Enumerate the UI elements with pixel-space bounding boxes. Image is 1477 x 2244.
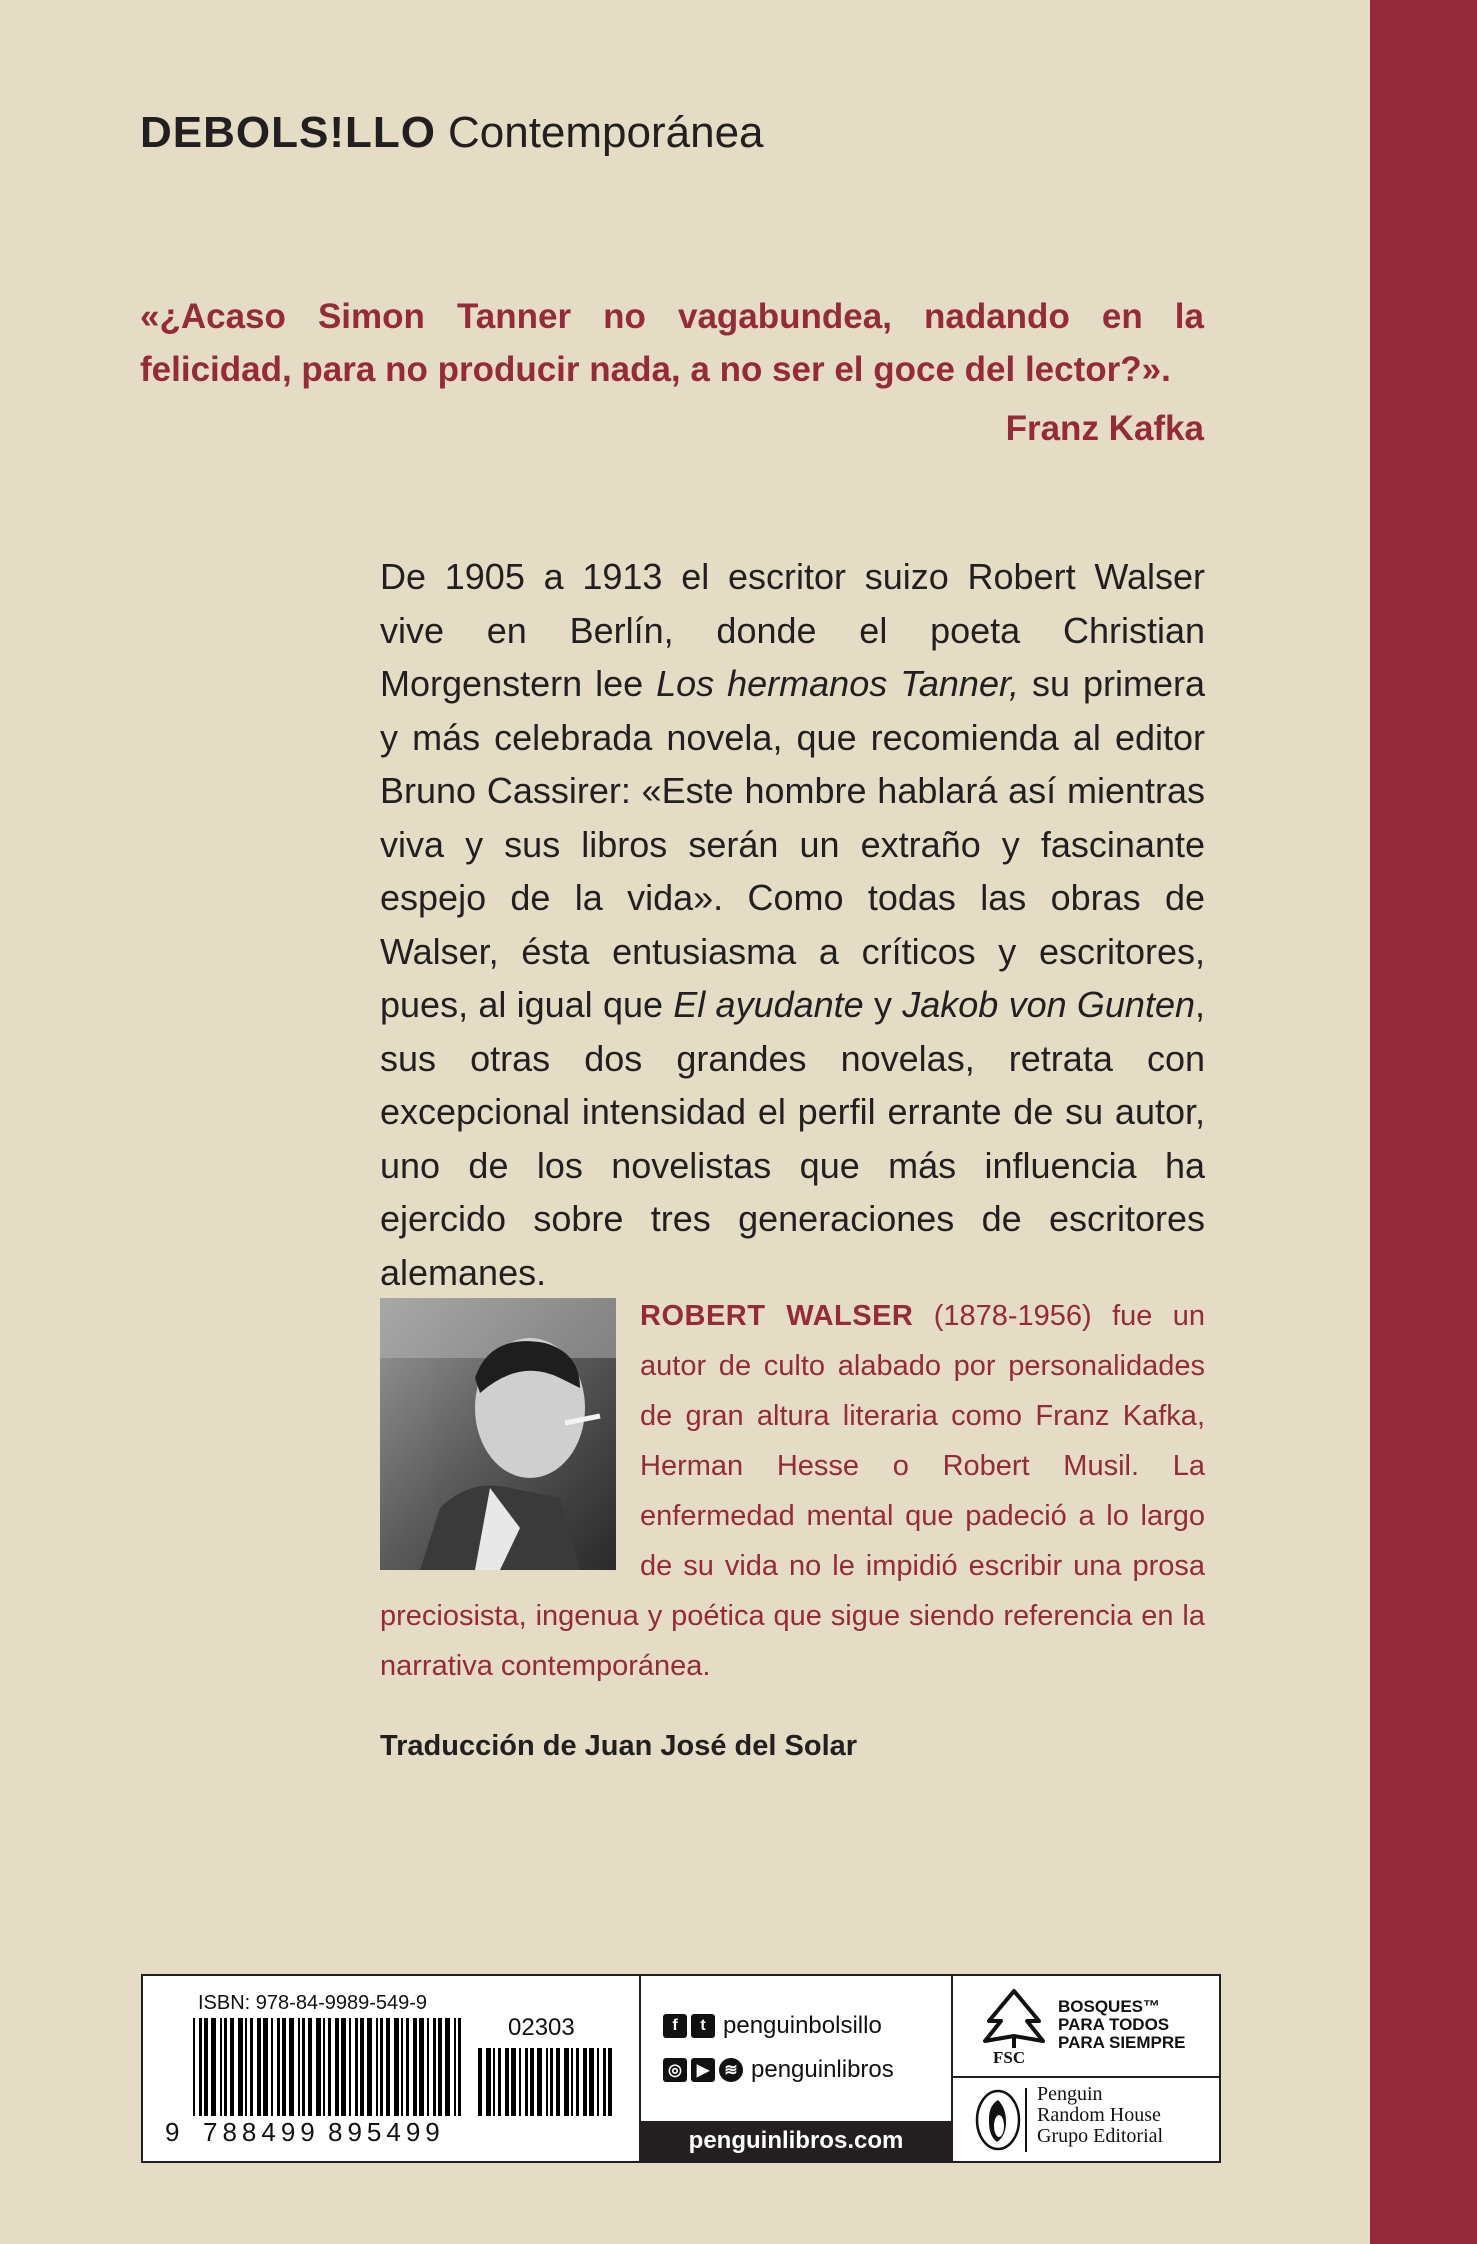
- barcode-bar: [211, 2018, 216, 2116]
- debolsillo-logo: DEBOLS!LLO: [140, 108, 436, 157]
- barcode-bar: [302, 2018, 305, 2116]
- barcode-bar: [511, 2048, 516, 2116]
- book-title: El ayudante: [673, 984, 864, 1025]
- barcode-bar: [245, 2018, 247, 2116]
- barcode-area: [143, 1976, 641, 2161]
- spotify-icon[interactable]: ≋: [719, 2058, 743, 2082]
- barcode-bar: [386, 2018, 390, 2116]
- barcode-bar: [406, 2018, 409, 2116]
- barcode-bar: [498, 2048, 501, 2116]
- barcode-bar: [224, 2018, 227, 2116]
- barcode-digits-right: 895499: [328, 2117, 445, 2147]
- fsc-label: FSC: [993, 2048, 1026, 2067]
- barcode-digits-left: 788499: [203, 2117, 320, 2147]
- certification-area: [953, 1976, 1219, 2161]
- blurb-text: De 1905 a 1913 el escritor suizo Robert Walser vive en Berlín, donde el poeta Christian Morgenstern lee: [380, 556, 1205, 704]
- barcode-bar: [257, 2018, 261, 2116]
- barcode-bar: [308, 2018, 312, 2116]
- barcode-bar: [438, 2018, 442, 2116]
- blurb-text: , sus otras dos grandes novelas, retrata con excepcional intensidad el perfil errante de su autor, uno de los novelistas que más influencia ha ejercido sobre tres generaciones de escritores alemanes.: [380, 984, 1205, 1293]
- publisher-name: [1037, 2084, 1163, 2147]
- barcode-bar: [238, 2018, 243, 2116]
- quote-author: Franz Kafka: [1005, 409, 1204, 448]
- barcode-bar: [394, 2018, 399, 2116]
- barcode-bar: [571, 2048, 573, 2116]
- barcode-bar: [519, 2048, 521, 2116]
- barcode-bar: [289, 2018, 294, 2116]
- barcode-bar: [493, 2048, 495, 2116]
- barcode-bar: [505, 2048, 509, 2116]
- barcode-bar: [608, 2048, 612, 2116]
- barcode-bar: [282, 2018, 286, 2116]
- series-name: Contemporánea: [447, 108, 764, 157]
- social-links: [641, 1976, 953, 2161]
- barcode-bar: [250, 2018, 253, 2116]
- translator-credit: Traducción de Juan José del Solar: [380, 1730, 858, 1762]
- book-blurb: [380, 550, 1205, 1299]
- publisher-line: Penguin: [1037, 2083, 1103, 2105]
- barcode-bar: [335, 2018, 339, 2116]
- barcode-bar: [271, 2018, 273, 2116]
- blurb-text: y: [863, 984, 903, 1025]
- barcode-bar: [537, 2048, 542, 2116]
- isbn-label: ISBN: 978-84-9989-549-9: [198, 1992, 428, 2014]
- back-cover-info-box: [141, 1974, 1221, 2163]
- barcode-bar: [530, 2048, 534, 2116]
- fsc-line: PARA SIEMPRE: [1058, 2033, 1186, 2052]
- barcode-bar: [230, 2018, 234, 2116]
- barcode-bar: [478, 2048, 482, 2116]
- fsc-slogan: [1058, 1998, 1186, 2052]
- barcode-bar: [427, 2018, 429, 2116]
- barcode-bar: [419, 2018, 424, 2116]
- penguin-logo-icon: [973, 2088, 1023, 2152]
- blurb-text: su primera y más celebrada novela, que recomienda al editor Bruno Cassirer: «Este hombre hablará así mientras viva y sus libros serán un extraño y fascinante espejo de la vida». Como todas las obras de Walser, ésta entusiasma a críticos y escritores, pues, al igual que: [380, 663, 1206, 1025]
- publisher-line: Random House: [1037, 2104, 1161, 2126]
- barcode-bar: [355, 2018, 358, 2116]
- barcode-bar: [263, 2018, 268, 2116]
- barcode-bar: [328, 2018, 331, 2116]
- logo-divider: [1025, 2088, 1027, 2152]
- book-title: Los hermanos Tanner,: [656, 663, 1019, 704]
- website-link[interactable]: penguinlibros.com: [641, 2121, 951, 2161]
- barcode-bar: [323, 2018, 325, 2116]
- author-bio: [380, 1291, 1205, 1691]
- spine-band: [1370, 0, 1477, 2244]
- social-handle-libros[interactable]: penguinlibros: [751, 2056, 894, 2083]
- barcode-bar: [413, 2018, 417, 2116]
- barcode-bar: [277, 2018, 280, 2116]
- social-handle-bolsillo[interactable]: penguinbolsillo: [723, 2012, 882, 2039]
- barcode-bar: [433, 2018, 436, 2116]
- barcode-bar: [316, 2018, 321, 2116]
- facebook-icon[interactable]: f: [663, 2014, 687, 2038]
- barcode-digit-first: 9: [165, 2117, 180, 2147]
- barcode-bar: [199, 2018, 202, 2116]
- publisher-line: Grupo Editorial: [1037, 2125, 1164, 2147]
- barcode-bar: [550, 2048, 553, 2116]
- barcode-bar: [445, 2018, 450, 2116]
- barcode-bar: [576, 2048, 579, 2116]
- barcode-bar: [349, 2018, 351, 2116]
- barcode-bar: [546, 2048, 548, 2116]
- fsc-line: BOSQUES™: [1058, 1997, 1161, 2016]
- bio-text: (1878-1956) fue un autor de culto alabado por personalidades de gran altura literaria como Franz Kafka, Herman Hesse o Robert Musil. La enfermedad mental que padeció a lo largo de su vida no le impidió escribir una prosa preciosista, ingenua y poética que sigue siendo referencia en la narrativa contemporánea.: [380, 1300, 1205, 1682]
- barcode-bar: [360, 2018, 364, 2116]
- barcode-bar: [597, 2048, 599, 2116]
- fsc-line: PARA TODOS: [1058, 2015, 1170, 2034]
- barcode-bar: [583, 2048, 587, 2116]
- barcode-bar: [603, 2048, 606, 2116]
- kafka-quote: «¿Acaso Simon Tanner no vagabundea, nadando en la felicidad, para no producir nada, a no ser el goce del lector?».: [140, 297, 1204, 389]
- barcode-bar: [298, 2018, 300, 2116]
- book-title: Jakob von Gunten: [902, 984, 1195, 1025]
- addon-code: 02303: [508, 2014, 575, 2041]
- barcode: [143, 1976, 639, 2116]
- barcode-bar: [204, 2018, 208, 2116]
- barcode-bar: [380, 2018, 383, 2116]
- barcode-bar: [376, 2018, 378, 2116]
- barcode-bar: [525, 2048, 528, 2116]
- fsc-tree-icon: [979, 1986, 1049, 2048]
- author-name: ROBERT WALSER: [640, 1300, 914, 1332]
- barcode-bar: [367, 2018, 372, 2116]
- barcode-bar: [589, 2048, 594, 2116]
- barcode-bar: [220, 2018, 222, 2116]
- twitter-icon[interactable]: t: [691, 2014, 715, 2038]
- publisher-header: [140, 108, 764, 158]
- fsc-block: [953, 1976, 1219, 2078]
- barcode-bar: [193, 2018, 195, 2116]
- barcode-bar: [454, 2018, 456, 2116]
- instagram-icon[interactable]: ◎: [663, 2058, 687, 2082]
- barcode-bar: [401, 2018, 403, 2116]
- barcode-bar: [341, 2018, 346, 2116]
- youtube-icon[interactable]: ▶: [691, 2058, 715, 2082]
- barcode-bar: [486, 2048, 491, 2116]
- barcode-bar: [458, 2018, 461, 2116]
- barcode-bar: [564, 2048, 569, 2116]
- barcode-bar: [556, 2048, 560, 2116]
